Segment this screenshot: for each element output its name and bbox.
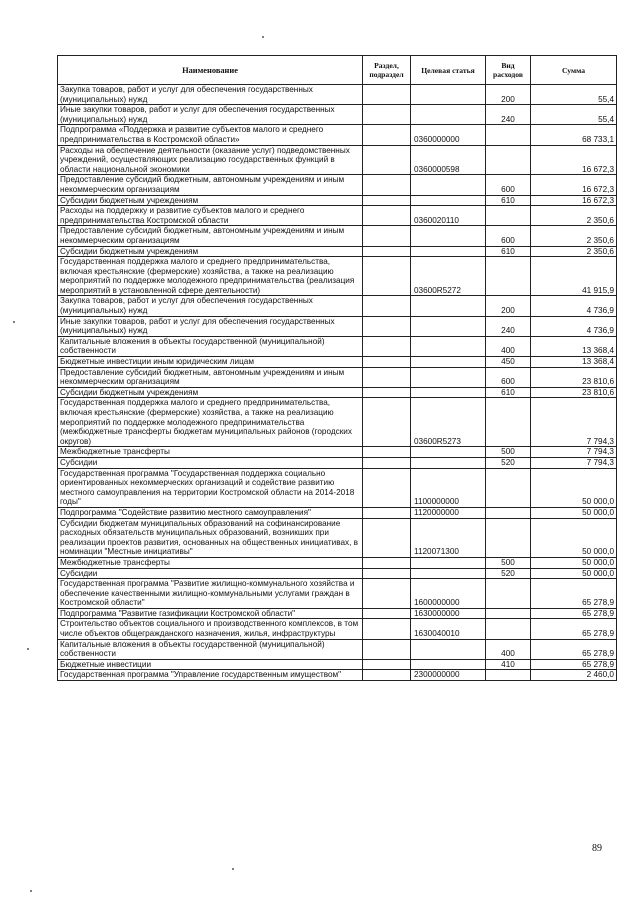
cell-name: Субсидии бюджетным учреждениям bbox=[58, 195, 363, 206]
table-row bbox=[58, 257, 617, 296]
cell-target-code: 1630040010 bbox=[411, 619, 486, 639]
cell-amount: 55,4 bbox=[531, 105, 617, 125]
table-row bbox=[58, 316, 617, 336]
header-razdel: Раздел, подраздел bbox=[363, 56, 411, 85]
table-row bbox=[58, 619, 617, 639]
cell-razdel bbox=[363, 206, 411, 226]
cell-expense-type bbox=[486, 257, 531, 296]
cell-razdel bbox=[363, 367, 411, 387]
cell-amount: 50 000,0 bbox=[531, 468, 617, 507]
cell-expense-type bbox=[486, 206, 531, 226]
cell-razdel bbox=[363, 639, 411, 659]
cell-name: Межбюджетные трансферты bbox=[58, 557, 363, 568]
cell-target-code bbox=[411, 175, 486, 195]
page-number: 89 bbox=[592, 843, 602, 854]
cell-razdel bbox=[363, 296, 411, 316]
cell-amount: 41 915,9 bbox=[531, 257, 617, 296]
cell-target-code bbox=[411, 316, 486, 336]
cell-razdel bbox=[363, 105, 411, 125]
table-body bbox=[58, 85, 617, 681]
cell-target-code: 2300000000 bbox=[411, 670, 486, 681]
table-row bbox=[58, 398, 617, 447]
cell-razdel bbox=[363, 316, 411, 336]
cell-name: Субсидии бюджетным учреждениям bbox=[58, 246, 363, 257]
table-row bbox=[58, 357, 617, 368]
table-row bbox=[58, 518, 617, 557]
cell-name: Субсидии bbox=[58, 457, 363, 468]
cell-expense-type: 600 bbox=[486, 226, 531, 246]
cell-name: Субсидии bbox=[58, 568, 363, 579]
cell-expense-type: 200 bbox=[486, 296, 531, 316]
table-row bbox=[58, 468, 617, 507]
table-row bbox=[58, 579, 617, 609]
cell-razdel bbox=[363, 619, 411, 639]
cell-name: Расходы на поддержку и развитие субъектов малого и среднего предпринимательства Костромской области bbox=[58, 206, 363, 226]
table-row bbox=[58, 105, 617, 125]
cell-razdel bbox=[363, 125, 411, 145]
cell-amount: 23 810,6 bbox=[531, 367, 617, 387]
cell-razdel bbox=[363, 608, 411, 619]
cell-target-code: 1120071300 bbox=[411, 518, 486, 557]
cell-expense-type bbox=[486, 619, 531, 639]
cell-name: Расходы на обеспечение деятельности (оказание услуг) подведомственных учреждений, осуществляющих реализацию государственных функций в области национальной экономики bbox=[58, 145, 363, 175]
cell-expense-type bbox=[486, 145, 531, 175]
cell-amount: 13 368,4 bbox=[531, 336, 617, 356]
table-row bbox=[58, 206, 617, 226]
table-row bbox=[58, 195, 617, 206]
cell-name: Государственная поддержка малого и среднего предпринимательства, включая крестьянские (фермерские) хозяйства, а также на реализацию мероприятий по поддержке молодежного предпринимательства (реализация мероприятий в установленной сфере деятельности) bbox=[58, 257, 363, 296]
cell-name: Бюджетные инвестиции bbox=[58, 659, 363, 670]
cell-amount: 50 000,0 bbox=[531, 518, 617, 557]
scan-speck bbox=[232, 868, 234, 870]
cell-amount: 55,4 bbox=[531, 85, 617, 105]
cell-razdel bbox=[363, 468, 411, 507]
table-header-row bbox=[58, 56, 617, 85]
cell-name: Государственная программа "Государственная поддержка социально ориентированных некоммерческих организаций и содействие развитию местного самоуправления на территории Костромской области на 2014-2018 годы" bbox=[58, 468, 363, 507]
cell-razdel bbox=[363, 175, 411, 195]
table-row bbox=[58, 457, 617, 468]
cell-name: Иные закупки товаров, работ и услуг для обеспечения государственных (муниципальных) нужд bbox=[58, 316, 363, 336]
cell-razdel bbox=[363, 670, 411, 681]
cell-name: Государственная программа "Управление государственным имуществом" bbox=[58, 670, 363, 681]
cell-razdel bbox=[363, 579, 411, 609]
cell-expense-type bbox=[486, 518, 531, 557]
cell-amount: 68 733,1 bbox=[531, 125, 617, 145]
cell-target-code bbox=[411, 447, 486, 458]
cell-target-code bbox=[411, 195, 486, 206]
cell-expense-type: 520 bbox=[486, 568, 531, 579]
cell-expense-type bbox=[486, 507, 531, 518]
cell-razdel bbox=[363, 457, 411, 468]
cell-razdel bbox=[363, 226, 411, 246]
scan-speck bbox=[30, 890, 32, 892]
cell-expense-type: 600 bbox=[486, 367, 531, 387]
cell-expense-type bbox=[486, 125, 531, 145]
cell-target-code bbox=[411, 568, 486, 579]
cell-name: Закупка товаров, работ и услуг для обеспечения государственных (муниципальных) нужд bbox=[58, 85, 363, 105]
cell-expense-type: 240 bbox=[486, 316, 531, 336]
cell-target-code: 03600R5272 bbox=[411, 257, 486, 296]
cell-razdel bbox=[363, 518, 411, 557]
table-row bbox=[58, 336, 617, 356]
header-celevaya: Целевая статья bbox=[411, 56, 486, 85]
cell-name: Капитальные вложения в объекты государственной (муниципальной) собственности bbox=[58, 336, 363, 356]
table-row bbox=[58, 608, 617, 619]
cell-target-code: 0360000598 bbox=[411, 145, 486, 175]
cell-target-code: 03600R5273 bbox=[411, 398, 486, 447]
cell-expense-type bbox=[486, 468, 531, 507]
cell-target-code bbox=[411, 85, 486, 105]
cell-amount: 65 278,9 bbox=[531, 659, 617, 670]
cell-razdel bbox=[363, 557, 411, 568]
cell-expense-type: 200 bbox=[486, 85, 531, 105]
cell-target-code bbox=[411, 367, 486, 387]
cell-razdel bbox=[363, 447, 411, 458]
cell-amount: 50 000,0 bbox=[531, 557, 617, 568]
cell-amount: 16 672,3 bbox=[531, 195, 617, 206]
cell-amount: 16 672,3 bbox=[531, 145, 617, 175]
cell-amount: 4 736,9 bbox=[531, 316, 617, 336]
table-row bbox=[58, 175, 617, 195]
cell-expense-type bbox=[486, 670, 531, 681]
cell-target-code: 1120000000 bbox=[411, 507, 486, 518]
cell-expense-type: 610 bbox=[486, 195, 531, 206]
table-row bbox=[58, 557, 617, 568]
cell-target-code bbox=[411, 557, 486, 568]
cell-name: Субсидии бюджетам муниципальных образований на софинансирование расходных обязательств муниципальных образований, возникших при реализации проектов развития, основанных на общественных инициативах, в номинации "Местные инициативы" bbox=[58, 518, 363, 557]
budget-table bbox=[57, 55, 617, 681]
cell-amount: 13 368,4 bbox=[531, 357, 617, 368]
cell-amount: 7 794,3 bbox=[531, 457, 617, 468]
table-row bbox=[58, 670, 617, 681]
cell-amount: 2 350,6 bbox=[531, 206, 617, 226]
cell-name: Строительство объектов социального и производственного комплексов, в том числе объектов общегражданского назначения, жилья, инфраструктуры bbox=[58, 619, 363, 639]
cell-target-code: 0360020110 bbox=[411, 206, 486, 226]
cell-amount: 65 278,9 bbox=[531, 619, 617, 639]
cell-expense-type: 520 bbox=[486, 457, 531, 468]
cell-name: Межбюджетные трансферты bbox=[58, 447, 363, 458]
table-row bbox=[58, 85, 617, 105]
cell-amount: 50 000,0 bbox=[531, 507, 617, 518]
cell-amount: 23 810,6 bbox=[531, 387, 617, 398]
cell-amount: 7 794,3 bbox=[531, 398, 617, 447]
cell-target-code: 1600000000 bbox=[411, 579, 486, 609]
cell-target-code bbox=[411, 246, 486, 257]
cell-razdel bbox=[363, 246, 411, 257]
scan-speck bbox=[13, 321, 15, 323]
cell-name: Подпрограмма "Развитие газификации Костромской области" bbox=[58, 608, 363, 619]
cell-expense-type: 240 bbox=[486, 105, 531, 125]
scan-speck bbox=[262, 36, 264, 38]
cell-target-code bbox=[411, 639, 486, 659]
cell-name: Предоставление субсидий бюджетным, автономным учреждениям и иным некоммерческим организациям bbox=[58, 175, 363, 195]
header-name: Наименование bbox=[58, 56, 363, 85]
cell-name: Подпрограмма «Поддержка и развитие субъектов малого и среднего предпринимательства в Костромской области» bbox=[58, 125, 363, 145]
cell-razdel bbox=[363, 145, 411, 175]
cell-target-code: 1630000000 bbox=[411, 608, 486, 619]
cell-name: Бюджетные инвестиции иным юридическим лицам bbox=[58, 357, 363, 368]
cell-amount: 4 736,9 bbox=[531, 296, 617, 316]
cell-amount: 2 350,6 bbox=[531, 226, 617, 246]
table-row bbox=[58, 659, 617, 670]
cell-expense-type bbox=[486, 398, 531, 447]
table-row bbox=[58, 125, 617, 145]
cell-name: Закупка товаров, работ и услуг для обеспечения государственных (муниципальных) нужд bbox=[58, 296, 363, 316]
cell-expense-type: 410 bbox=[486, 659, 531, 670]
cell-razdel bbox=[363, 398, 411, 447]
cell-expense-type: 500 bbox=[486, 557, 531, 568]
header-summa: Сумма bbox=[531, 56, 617, 85]
table-row bbox=[58, 639, 617, 659]
table-row bbox=[58, 145, 617, 175]
cell-expense-type: 400 bbox=[486, 639, 531, 659]
table-row bbox=[58, 296, 617, 316]
cell-amount: 2 460,0 bbox=[531, 670, 617, 681]
cell-target-code: 1100000000 bbox=[411, 468, 486, 507]
cell-expense-type: 400 bbox=[486, 336, 531, 356]
cell-amount: 65 278,9 bbox=[531, 579, 617, 609]
cell-amount: 2 350,6 bbox=[531, 246, 617, 257]
cell-amount: 50 000,0 bbox=[531, 568, 617, 579]
cell-name: Государственная поддержка малого и среднего предпринимательства, включая крестьянские (фермерские) хозяйства, а также на реализацию мероприятий по поддержке молодежного предпринимательства (межбюджетные трансферты бюджетам муниципальных районов (городских округов) bbox=[58, 398, 363, 447]
table-row bbox=[58, 367, 617, 387]
cell-amount: 7 794,3 bbox=[531, 447, 617, 458]
cell-expense-type: 450 bbox=[486, 357, 531, 368]
cell-razdel bbox=[363, 336, 411, 356]
table-row bbox=[58, 568, 617, 579]
header-vid: Вид расходов bbox=[486, 56, 531, 85]
cell-expense-type: 610 bbox=[486, 387, 531, 398]
scan-speck bbox=[27, 648, 29, 650]
cell-target-code bbox=[411, 457, 486, 468]
cell-razdel bbox=[363, 568, 411, 579]
cell-razdel bbox=[363, 257, 411, 296]
table-row bbox=[58, 507, 617, 518]
cell-name: Предоставление субсидий бюджетным, автономным учреждениям и иным некоммерческим организациям bbox=[58, 226, 363, 246]
cell-amount: 16 672,3 bbox=[531, 175, 617, 195]
cell-expense-type: 610 bbox=[486, 246, 531, 257]
cell-target-code bbox=[411, 336, 486, 356]
cell-target-code bbox=[411, 387, 486, 398]
cell-amount: 65 278,9 bbox=[531, 639, 617, 659]
cell-name: Подпрограмма "Содействие развитию местного самоуправления" bbox=[58, 507, 363, 518]
cell-razdel bbox=[363, 507, 411, 518]
cell-target-code bbox=[411, 105, 486, 125]
cell-expense-type bbox=[486, 608, 531, 619]
cell-razdel bbox=[363, 85, 411, 105]
cell-target-code: 0360000000 bbox=[411, 125, 486, 145]
cell-target-code bbox=[411, 296, 486, 316]
table-row bbox=[58, 226, 617, 246]
cell-razdel bbox=[363, 195, 411, 206]
cell-name: Предоставление субсидий бюджетным, автономным учреждениям и иным некоммерческим организациям bbox=[58, 367, 363, 387]
cell-expense-type: 600 bbox=[486, 175, 531, 195]
cell-expense-type bbox=[486, 579, 531, 609]
table-row bbox=[58, 387, 617, 398]
cell-amount: 65 278,9 bbox=[531, 608, 617, 619]
cell-name: Государственная программа "Развитие жилищно-коммунального хозяйства и обеспечение качественными жилищно-коммунальными услугами граждан в Костромской области" bbox=[58, 579, 363, 609]
cell-expense-type: 500 bbox=[486, 447, 531, 458]
cell-target-code bbox=[411, 226, 486, 246]
cell-name: Капитальные вложения в объекты государственной (муниципальной) собственности bbox=[58, 639, 363, 659]
cell-target-code bbox=[411, 659, 486, 670]
table-row bbox=[58, 246, 617, 257]
cell-name: Субсидии бюджетным учреждениям bbox=[58, 387, 363, 398]
cell-name: Иные закупки товаров, работ и услуг для обеспечения государственных (муниципальных) нужд bbox=[58, 105, 363, 125]
cell-razdel bbox=[363, 357, 411, 368]
cell-target-code bbox=[411, 357, 486, 368]
table-row bbox=[58, 447, 617, 458]
cell-razdel bbox=[363, 387, 411, 398]
cell-razdel bbox=[363, 659, 411, 670]
